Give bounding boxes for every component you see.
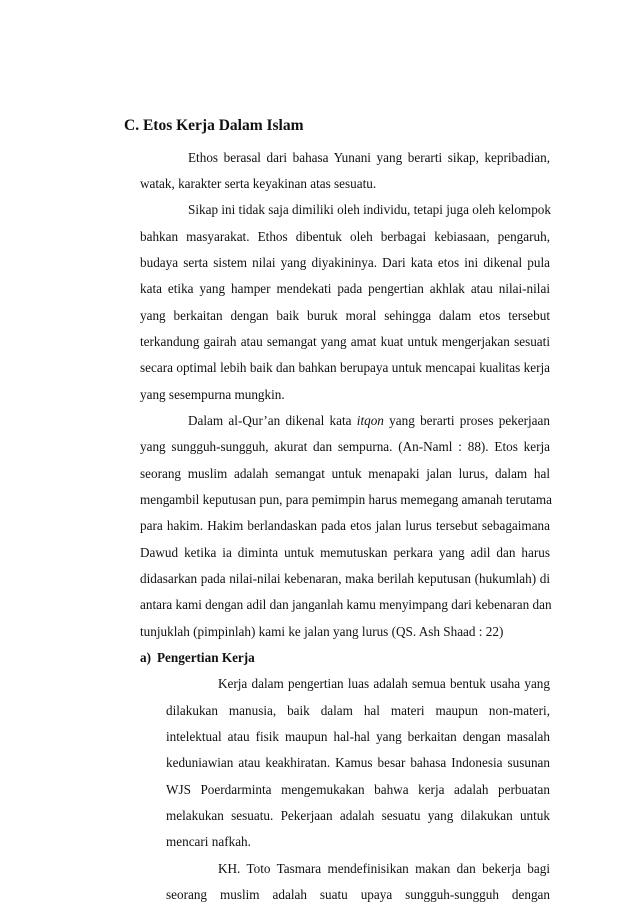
paragraph-line: antara kami dengan adil dan janganlah kamu menyimpang dari kebenaran dan (140, 597, 552, 612)
paragraph-line: keduniawian atau keakhiratan. Kamus besar bahasa Indonesia susunan (166, 755, 550, 770)
paragraph-line: budaya serta sistem nilai yang diyakininya. Dari kata etos ini dikenal pula (140, 255, 550, 270)
subsection-title: Pengertian Kerja (157, 650, 255, 665)
text-run: yang berarti proses pekerjaan (383, 413, 550, 428)
paragraph-line: yang berkaitan dengan baik buruk moral sehingga dalam etos tersebut (140, 308, 550, 323)
paragraph-line: Ethos berasal dari bahasa Yunani yang berarti sikap, kepribadian, (188, 150, 550, 165)
italic-term: itqon (356, 413, 384, 428)
paragraph-line: mencari nafkah. (166, 834, 251, 849)
subsection-heading (140, 650, 255, 666)
paragraph-line: Dawud ketika ia diminta untuk memutuskan perkara yang adil dan harus (140, 545, 550, 560)
paragraph-line: terkandung gairah atau semangat yang amat kuat untuk mengerjakan sesuati (140, 334, 550, 349)
paragraph-line: kata etika yang hamper mendekati pada pengertian akhlak atau nilai-nilai (140, 281, 550, 296)
paragraph-line: yang sesempurna mungkin. (140, 387, 285, 402)
paragraph-line: didasarkan pada nilai-nilai kebenaran, maka berilah keputusan (hukumlah) di (140, 571, 550, 586)
paragraph-line-with-italic (188, 413, 550, 429)
paragraph-line: Kerja dalam pengertian luas adalah semua bentuk usaha yang (218, 676, 550, 691)
paragraph-line: mengambil keputusan pun, para pemimpin harus memegang amanah terutama (140, 492, 552, 507)
paragraph-line: dilakukan manusia, baik dalam hal materi maupun non-materi, (166, 703, 550, 718)
paragraph-line: Sikap ini tidak saja dimiliki oleh individu, tetapi juga oleh kelompok (188, 202, 551, 217)
paragraph-line: watak, karakter serta keyakinan atas sesuatu. (140, 176, 377, 191)
paragraph-line: WJS Poerdarminta mengemukakan bahwa kerja adalah perbuatan (166, 782, 550, 797)
text-run: Dalam al-Qur’an dikenal kata (188, 413, 357, 428)
paragraph-line: intelektual atau fisik maupun hal-hal yang berkaitan dengan masalah (166, 729, 550, 744)
paragraph-line: secara optimal lebih baik dan bahkan berupaya untuk mencapai kualitas kerja (140, 360, 550, 375)
subsection-number: a) (140, 650, 151, 665)
paragraph-line: KH. Toto Tasmara mendefinisikan makan dan bekerja bagi (218, 861, 550, 876)
paragraph-line: tunjuklah (pimpinlah) kami ke jalan yang lurus (QS. Ash Shaad : 22) (140, 624, 504, 639)
paragraph-line: para hakim. Hakim berlandaskan pada etos jalan lurus tersebut sebagaimana (140, 518, 550, 533)
paragraph-line: seorang muslim adalah suatu upaya sungguh-sungguh dengan (166, 887, 550, 902)
paragraph-line: melakukan sesuatu. Pekerjaan adalah sesuatu yang dilakukan untuk (166, 808, 550, 823)
section-heading: C. Etos Kerja Dalam Islam (124, 117, 304, 134)
paragraph-line: seorang muslim adalah semangat untuk menapaki jalan lurus, dalam hal (140, 466, 550, 481)
paragraph-line: bahkan masyarakat. Ethos dibentuk oleh berbagai kebiasaan, pengaruh, (140, 229, 550, 244)
paragraph-line: yang sungguh-sungguh, akurat dan sempurna. (An-Naml : 88). Etos kerja (140, 439, 550, 454)
